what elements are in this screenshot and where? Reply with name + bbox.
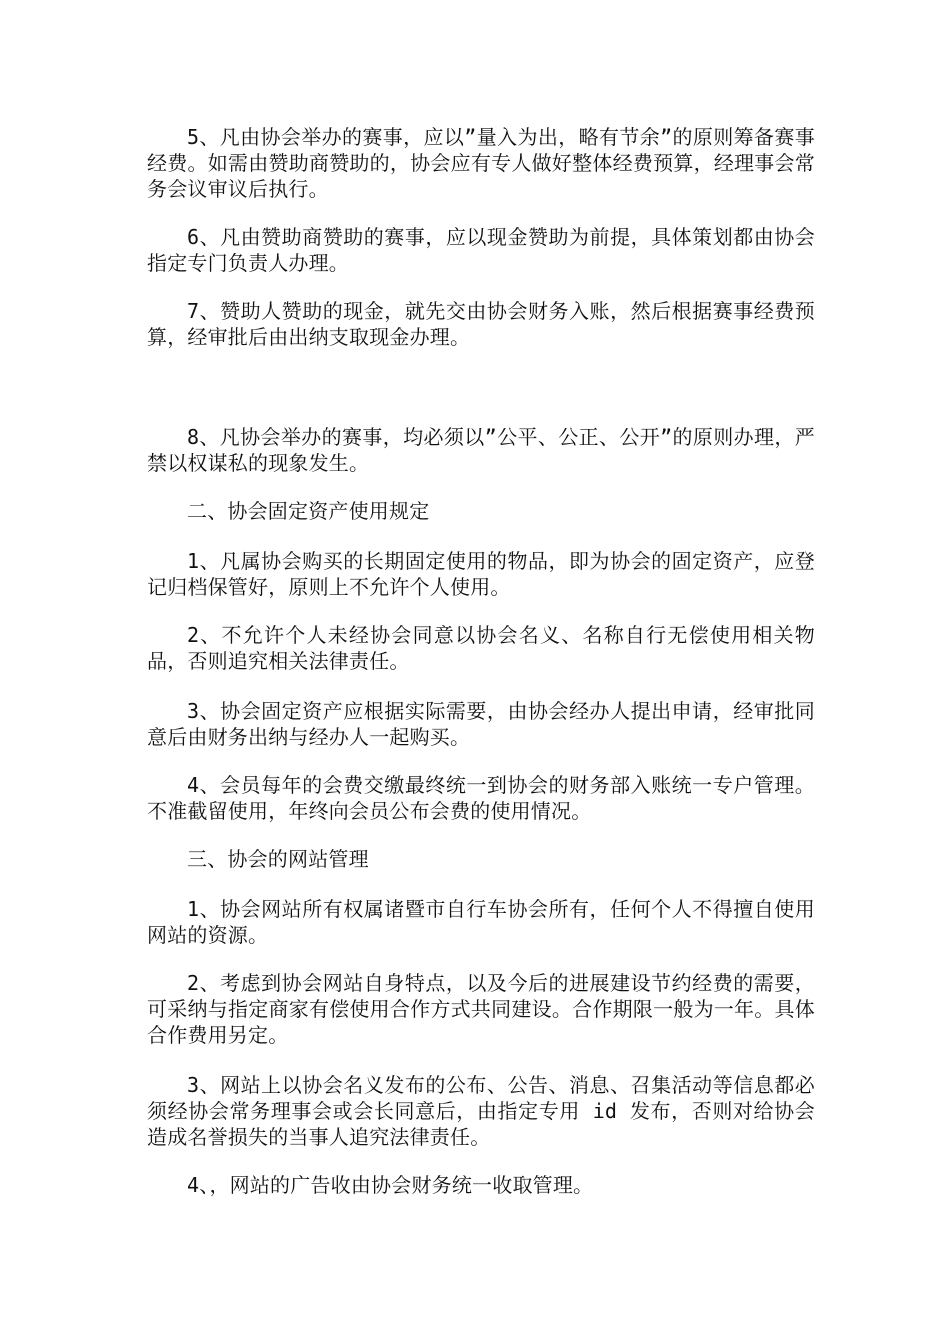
paragraph-cash-sponsorship: 6、凡由赞助商赞助的赛事，应以现金赞助为前提，具体策划都由协会指定专门负责人办理。 — [147, 225, 815, 275]
paragraph-fixed-assets-definition: 1、凡属协会购买的长期固定使用的物品，即为协会的固定资产，应登记归档保管好，原则上不允许个人使用。 — [147, 549, 815, 599]
paragraph-asset-purchase: 3、协会固定资产应根据实际需要，由协会经办人提出申请，经审批同意后由财务出纳与经办人一起购买。 — [147, 699, 815, 749]
paragraph-sponsorship-budget: 5、凡由协会举办的赛事，应以”量入为出，略有节余”的原则筹备赛事经费。如需由赞助商赞助的，协会应有专人做好整体经费预算，经理事会常务会议审议后执行。 — [147, 125, 815, 201]
paragraph-website-ads: 4、，网站的广告收由协会财务统一收取管理。 — [187, 1173, 594, 1197]
paragraph-fair-principle: 8、凡协会举办的赛事，均必须以”公平、公正、公开”的原则办理，严禁以权谋私的现象发生。 — [147, 425, 815, 475]
section-heading-fixed-assets: 二、协会固定资产使用规定 — [187, 499, 430, 523]
paragraph-website-publishing: 3、网站上以协会名义发布的公布、公告、消息、召集活动等信息都必须经协会常务理事会或会长同意后，由指定专用 id 发布，否则对给协会造成名誉损失的当事人追究法律责任。 — [147, 1073, 815, 1149]
paragraph-sponsor-cash-accounting: 7、赞助人赞助的现金，就先交由协会财务入账，然后根据赛事经费预算，经审批后由出纳支取现金办理。 — [147, 299, 815, 349]
section-heading-website: 三、协会的网站管理 — [187, 847, 369, 871]
paragraph-no-personal-use: 2、不允许个人未经协会同意以协会名义、名称自行无偿使用相关物品，否则追究相关法律责任。 — [147, 623, 815, 673]
paragraph-website-ownership: 1、协会网站所有权属诸暨市自行车协会所有，任何个人不得擅自使用网站的资源。 — [147, 897, 815, 947]
paragraph-website-cooperation: 2、考虑到协会网站自身特点，以及今后的进展建设节约经费的需要，可采纳与指定商家有偿使用合作方式共同建设。合作期限一般为一年。具体合作费用另定。 — [147, 971, 815, 1047]
paragraph-membership-fees: 4、会员每年的会费交缴最终统一到协会的财务部入账统一专户管理。不准截留使用，年终向会员公布会费的使用情况。 — [147, 773, 815, 823]
